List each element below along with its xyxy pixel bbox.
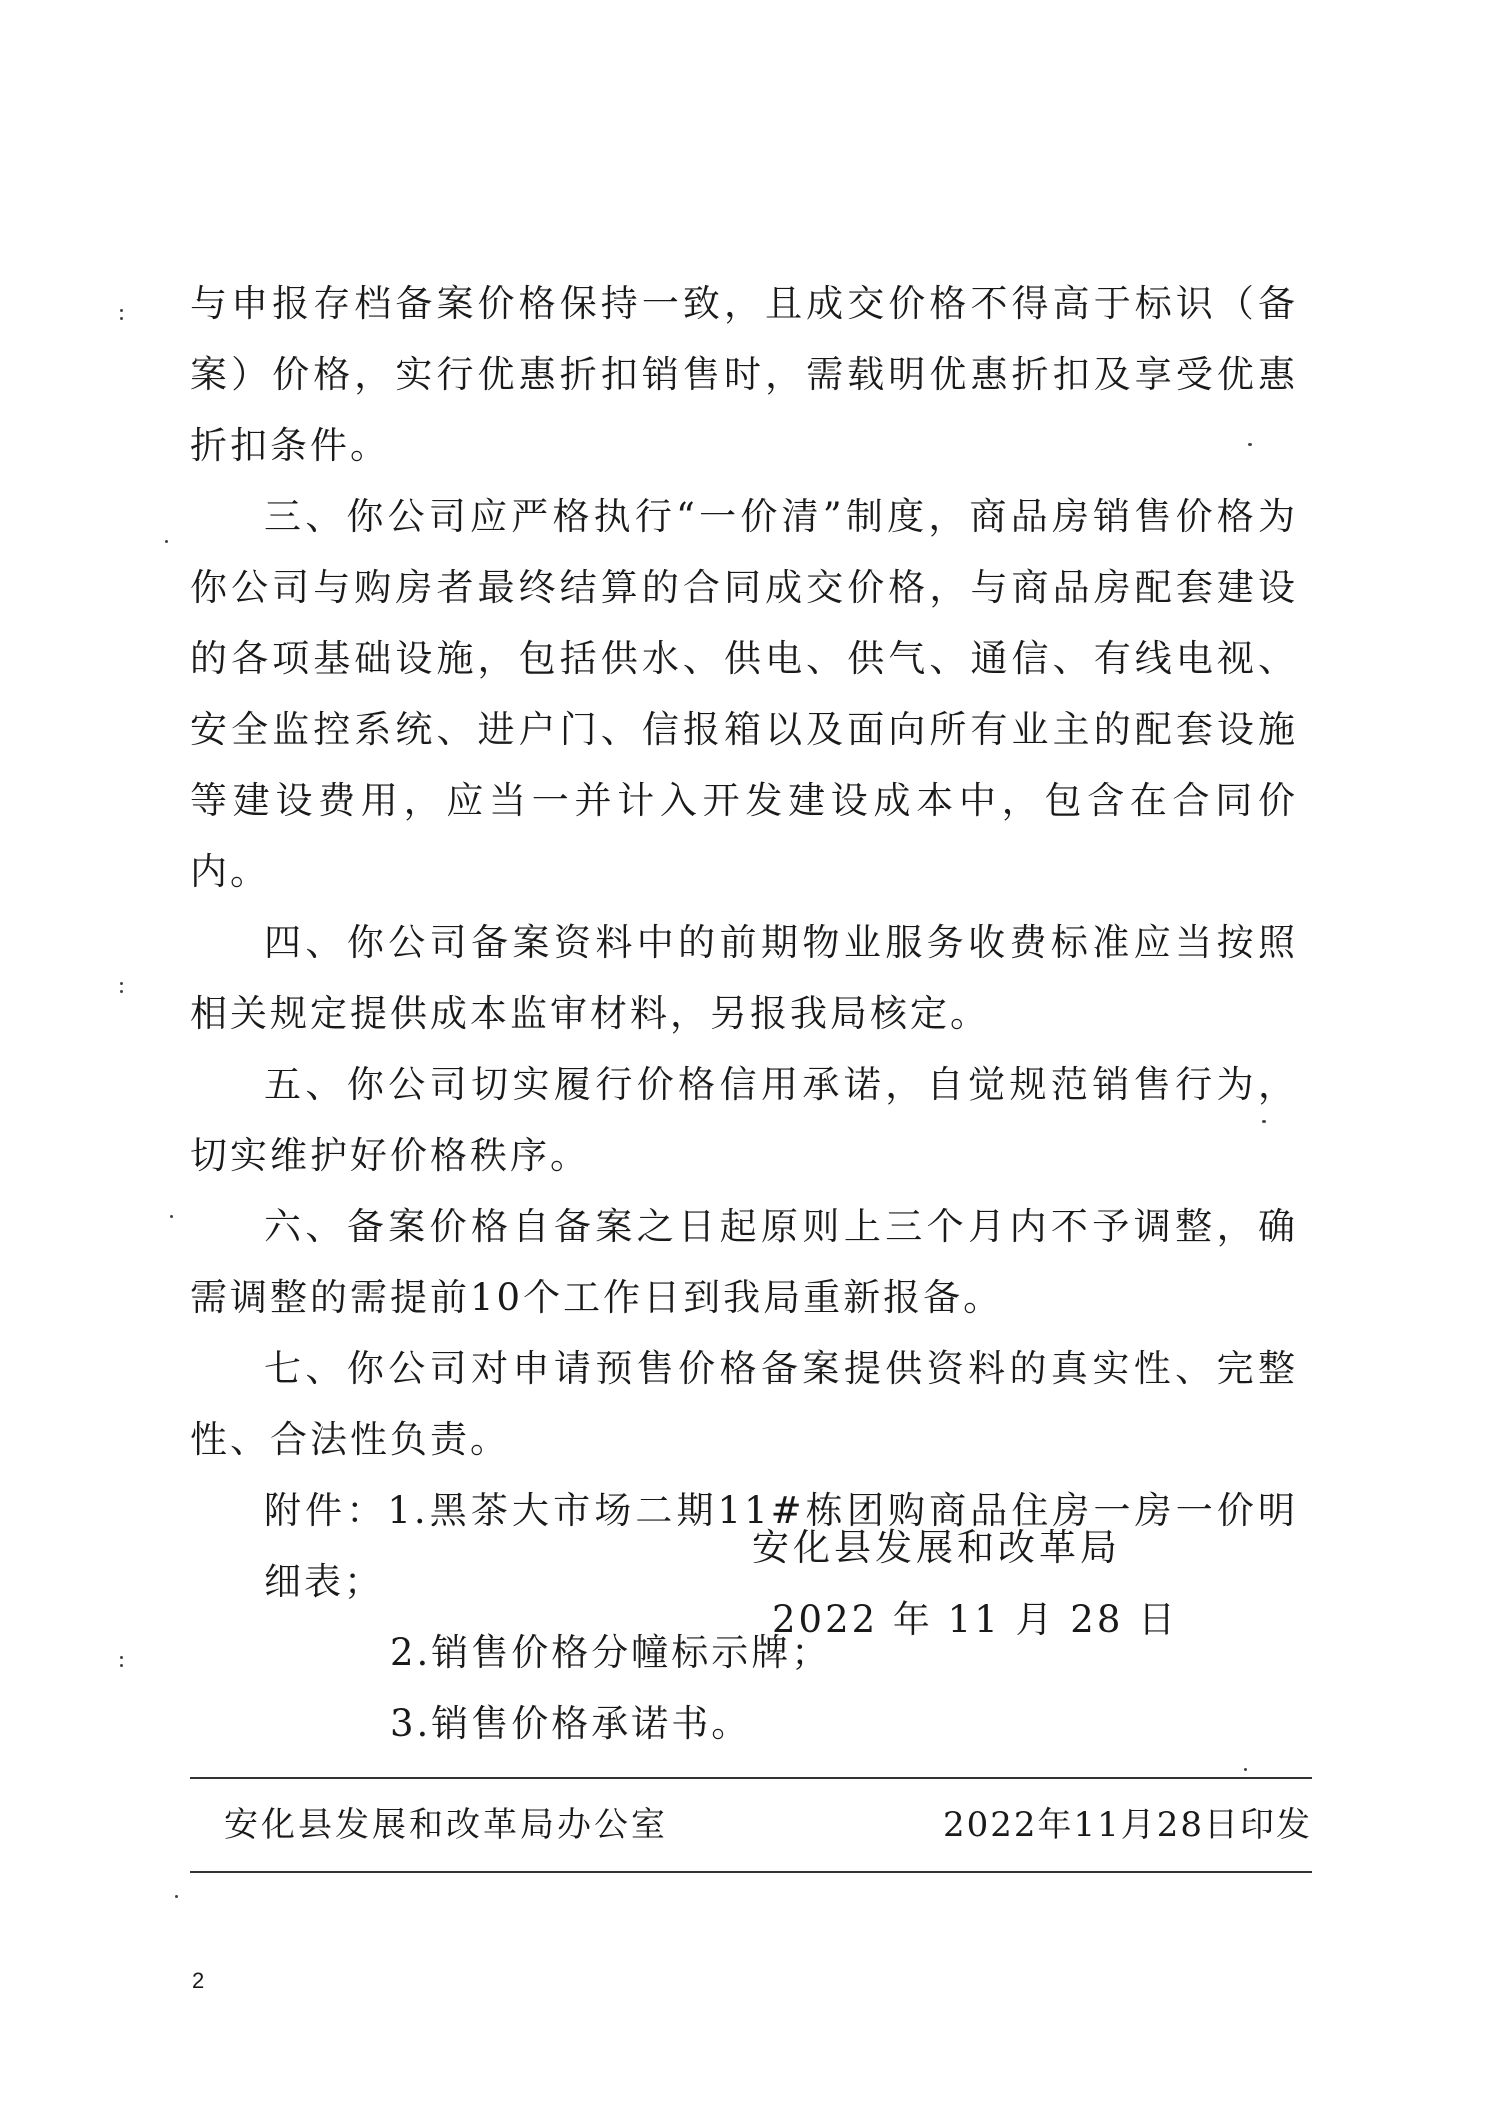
scan-speck (120, 990, 123, 993)
scan-speck (175, 1895, 178, 1898)
footer-printed-date: 2022年11月28日印发 (942, 1805, 1312, 1845)
attachment-item-2: 2.销售价格分幢标示牌； (390, 1631, 832, 1674)
scan-speck (120, 982, 123, 985)
scan-speck (120, 1664, 123, 1667)
body-paragraph-item-6: 六、备案价格自备案之日起原则上三个月内不予调整，确需调整的需提前10个工作日到我局重新报备。 (190, 1205, 1298, 1319)
footer-rule-top (190, 1777, 1312, 1779)
scan-speck (120, 1656, 123, 1659)
scan-speck (120, 309, 123, 312)
scan-speck (165, 540, 168, 543)
body-paragraph-continuation: 与申报存档备案价格保持一致，且成交价格不得高于标识（备案）价格，实行优惠折扣销售时，需载明优惠折扣及享受优惠折扣条件。 (190, 282, 1298, 467)
page-number: 2 (192, 1968, 205, 1993)
footer-rule-bottom (190, 1871, 1312, 1873)
attachment-item-1: 1.黑茶大市场二期11#栋团购商品住房一房一价明细表； (264, 1489, 1298, 1603)
attachment-label: 附件： (264, 1489, 388, 1532)
body-paragraph-item-3: 三、你公司应严格执行“一价清”制度，商品房销售价格为你公司与购房者最终结算的合同成交价格，与商品房配套建设的各项基础设施，包括供水、供电、供气、通信、有线电视、安全监控系统、进户门、信报箱以及面向所有业主的配套设施等建设费用，应当一并计入开发建设成本中，包含在合同价内。 (190, 495, 1298, 893)
scan-speck (1262, 1120, 1266, 1123)
scan-speck (1244, 1768, 1247, 1771)
body-paragraph-item-4: 四、你公司备案资料中的前期物业服务收费标准应当按照相关规定提供成本监审材料，另报我局核定。 (190, 921, 1298, 1035)
signature-block (752, 1512, 1178, 1656)
footer-issuer: 安化县发展和改革局办公室 (224, 1805, 668, 1845)
attachment-item-3: 3.销售价格承诺书。 (390, 1702, 752, 1745)
body-paragraph-item-5: 五、你公司切实履行价格信用承诺，自觉规范销售行为，切实维护好价格秩序。 (190, 1063, 1298, 1177)
scan-speck (1248, 443, 1252, 446)
body-paragraph-item-7: 七、你公司对申请预售价格备案提供资料的真实性、完整性、合法性负责。 (190, 1347, 1298, 1461)
signature-organization: 安化县发展和改革局 (752, 1526, 1121, 1569)
signature-date: 2022 年 11 月 28 日 (772, 1598, 1179, 1641)
scan-speck (120, 317, 123, 320)
scan-speck (170, 1215, 173, 1218)
